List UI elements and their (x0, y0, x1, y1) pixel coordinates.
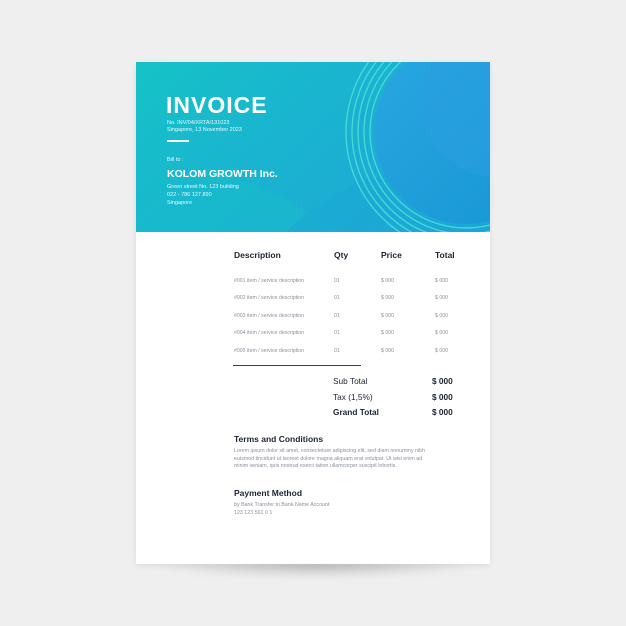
invoice-number: No. INV/04/XRTA/131023 (167, 120, 230, 126)
payment-line-2: 123 123 561 0 1 (234, 509, 273, 516)
row-price: $ 000 (381, 278, 394, 284)
terms-title: Terms and Conditions (234, 434, 324, 444)
row-total: $ 000 (435, 348, 448, 354)
row-qty: 01 (334, 295, 340, 301)
invoice-title: INVOICE (166, 92, 268, 118)
row-description: #002 item / service description (234, 295, 305, 301)
client-name: KOLOM GROWTH Inc. (167, 168, 278, 180)
terms-line-2: euismod tincidunt ut laoreet dolore magna aliquam erat volutpat. Ut wisi enim ad (234, 455, 423, 462)
column-header-total: Total (435, 250, 455, 260)
row-qty: 01 (334, 313, 340, 319)
table-row (234, 348, 464, 358)
tax-label: Tax (1,5%) (333, 392, 373, 402)
row-total: $ 000 (435, 313, 448, 319)
subtotal-label: Sub Total (333, 376, 368, 386)
row-price: $ 000 (381, 313, 394, 319)
invoice-sheet (136, 62, 490, 564)
row-description: #004 item / service description (234, 330, 305, 336)
totals-divider (233, 365, 361, 366)
row-qty: 01 (334, 330, 340, 336)
terms-line-1: Lorem ipsum dolor sit amet, consectetuer adipiscing elit, sed diam nonummy nibh (234, 448, 426, 454)
invoice-place-date: Singapore, 13 November 2023 (167, 127, 242, 133)
column-header-description: Description (234, 250, 281, 260)
bill-to-label: Bill to : (167, 157, 184, 163)
table-row (234, 313, 464, 323)
tax-value: $ 000 (432, 392, 453, 402)
table-row (234, 295, 464, 305)
row-price: $ 000 (381, 330, 394, 336)
row-description: #003 item / service description (234, 313, 305, 319)
row-price: $ 000 (381, 295, 394, 301)
column-header-qty: Qty (334, 250, 349, 260)
row-price: $ 000 (381, 348, 394, 354)
column-header-price: Price (381, 250, 402, 260)
client-address: Green street No. 123 building (167, 184, 239, 190)
terms-line-3: minim veniam, quis nostrud exerci tation ullamcorper suscipit lobortis. (234, 463, 397, 470)
grand-total-label: Grand Total (333, 407, 379, 417)
grand-total-value: $ 000 (432, 407, 453, 417)
payment-line-1: by Bank Transfer to Bank Name Account (234, 502, 330, 508)
payment-title: Payment Method (234, 488, 303, 498)
header-divider (167, 140, 189, 142)
row-description: #005 item / service description (234, 348, 305, 354)
row-description: #001 item / service description (234, 278, 305, 284)
table-row (234, 330, 464, 340)
invoice-header (136, 62, 490, 232)
client-city: Singapore (167, 200, 193, 206)
row-total: $ 000 (435, 330, 448, 336)
subtotal-value: $ 000 (432, 376, 453, 386)
row-qty: 01 (334, 348, 340, 354)
client-phone: 022 - 786 127 890 (167, 192, 212, 198)
row-qty: 01 (334, 278, 340, 284)
table-row (234, 278, 464, 288)
row-total: $ 000 (435, 295, 448, 301)
row-total: $ 000 (435, 278, 448, 284)
